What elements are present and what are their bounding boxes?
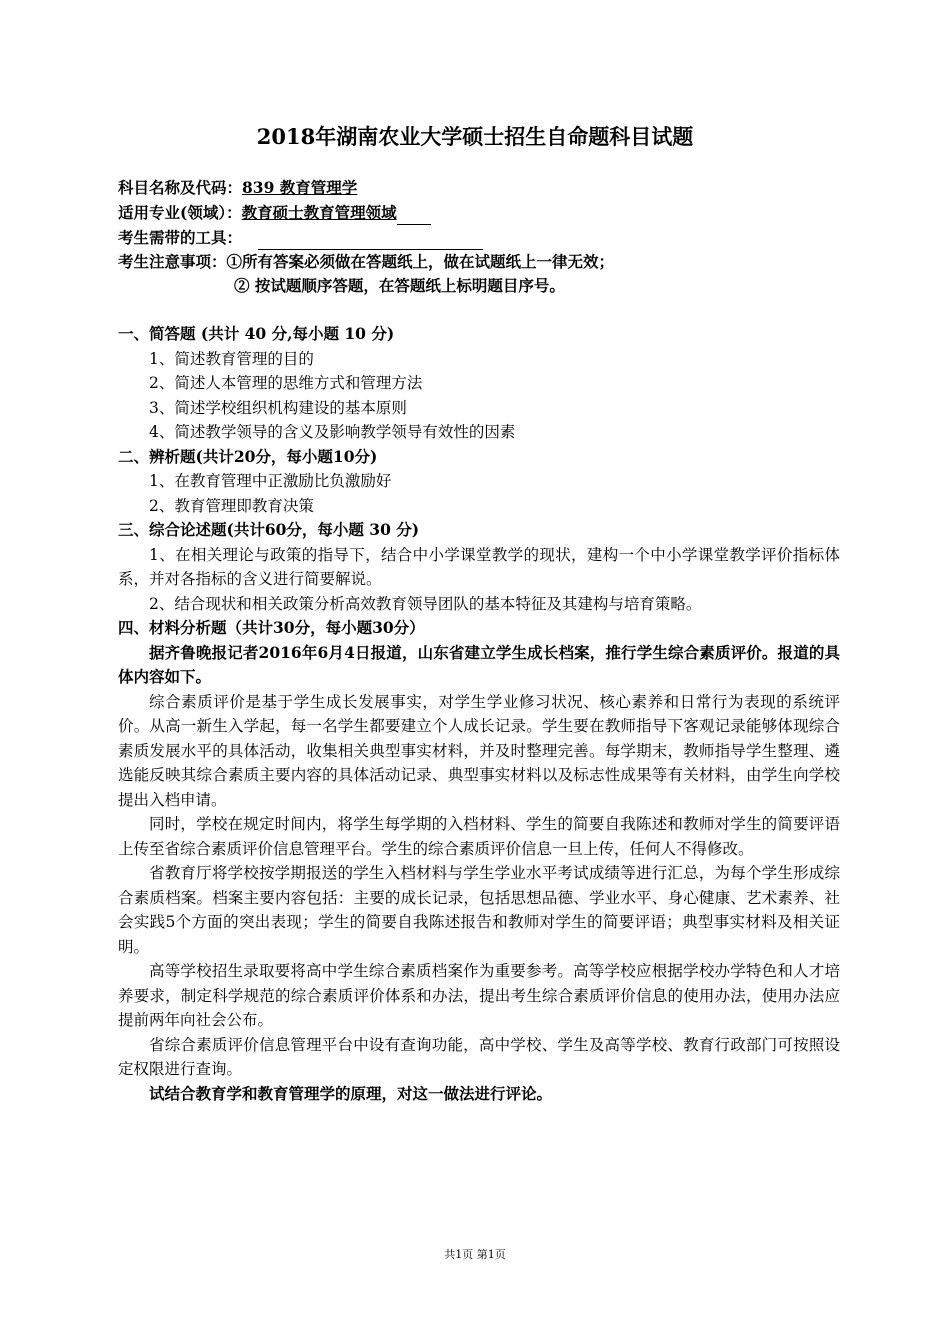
question-1-1: 1、简述教育管理的目的 (149, 349, 314, 368)
notes-row (118, 250, 614, 274)
material-paragraph: 省教育厅将学校按学期报送的学生入档材料与学生学业水平考试成绩等进行汇总，为每个学生形成综合素质档案。档案主要内容包括：主要的成长记录，包括思想品德、学业水平、身心健康、艺术素养、社会实践5个方面的突出表现；学生的简要自我陈述报告和教师对学生的简要评语；典型事实材料及相关证明。 (118, 864, 840, 956)
section-4-heading: 四、材料分析题（共计30分，每小题30分） (118, 618, 425, 637)
note-2: ② 按试题顺序答题，在答题纸上标明题目序号。 (234, 276, 565, 295)
question-1-3: 3、简述学校组织机构建设的基本原则 (149, 398, 407, 417)
subject-row (118, 176, 357, 200)
tools-blank (258, 233, 483, 250)
major-label: 适用专业(领域）： (118, 203, 242, 222)
material-intro: 据齐鲁晚报记者2016年6月4日报道，山东省建立学生成长档案，推行学生综合素质评价。报道的具体内容如下。 (118, 642, 840, 686)
subject-label: 科目名称及代码： (118, 178, 243, 197)
note-2-row (234, 274, 565, 298)
tools-row (118, 226, 483, 250)
material-paragraph: 同时，学校在规定时间内，将学生每学期的入档材料、学生的简要自我陈述和教师对学生的简要评语上传至省综合素质评价信息管理平台。学生的综合素质评价信息一旦上传，任何人不得修改。 (118, 815, 840, 858)
section-3-heading: 三、综合论述题(共计60分，每小题 30 分) (118, 520, 420, 539)
underline-filler (397, 208, 431, 225)
material-paragraph: 高等学校招生录取要将高中学生综合素质档案作为重要参考。高等学校应根据学校办学特色和人才培养要求，制定科学规范的综合素质评价体系和办法，提出考生综合素质评价信息的使用办法，使用办法应提前两年向社会公布。 (118, 962, 840, 1029)
question-3-1: 1、在相关理论与政策的指导下，结合中小学课堂教学的现状，建构一个中小学课堂教学评价指标体系，并对各指标的含义进行简要解说。 (118, 545, 840, 588)
notes-label: 考生注意事项： (118, 252, 227, 271)
page-title: 2018年湖南农业大学硕士招生自命题科目试题 (256, 124, 694, 149)
section-2-heading: 二、辨析题(共计20分，每小题10分) (118, 446, 378, 466)
material-paragraph: 综合素质评价是基于学生成长发展事实，对学生学业修习状况、核心素养和日常行为表现的系统评价。从高一新生入学起，每一名学生都要建立个人成长记录。学生要在教师指导下客观记录能够体现综合素质发展水平的具体活动，收集相关典型事实材料，并及时整理完善。每学期末，教师指导学生整理、遴选能反映其综合素质主要内容的具体活动记录、典型事实材料以及标志性成果等有关材料，由学生向学校提出入档申请。 (118, 692, 840, 809)
material-task: 试结合教育学和教育管理学的原理，对这一做法进行评论。 (149, 1083, 553, 1103)
question-2-2: 2、教育管理即教育决策 (149, 496, 314, 515)
question-3-2: 2、结合现状和相关政策分析高效教育领导团队的基本特征及其建构与培育策略。 (149, 594, 702, 613)
exam-body (118, 322, 840, 1106)
note-1: ①所有答案必须做在答题纸上，做在试题纸上一律无效； (226, 252, 615, 271)
question-2-1: 1、在教育管理中正激励比负激励好 (149, 472, 392, 490)
tools-label: 考生需带的工具： (118, 228, 243, 247)
section-1-heading: 一、简答题 (共计 40 分,每小题 10 分) (118, 324, 395, 343)
page-footer: 共1页 第1页 (444, 1248, 506, 1261)
question-1-2: 2、简述人本管理的思维方式和管理方法 (149, 374, 423, 392)
material-paragraph: 省综合素质评价信息管理平台中设有查询功能，高中学校、学生及高等学校、教育行政部门可按照设定权限进行查询。 (118, 1035, 840, 1078)
question-1-4: 4、简述教学领导的含义及影响教学领导有效性的因素 (149, 423, 516, 441)
major-value: 教育硕士教育管理领域 (241, 203, 397, 222)
major-row (118, 201, 431, 225)
subject-value: 839 教育管理学 (242, 178, 358, 197)
